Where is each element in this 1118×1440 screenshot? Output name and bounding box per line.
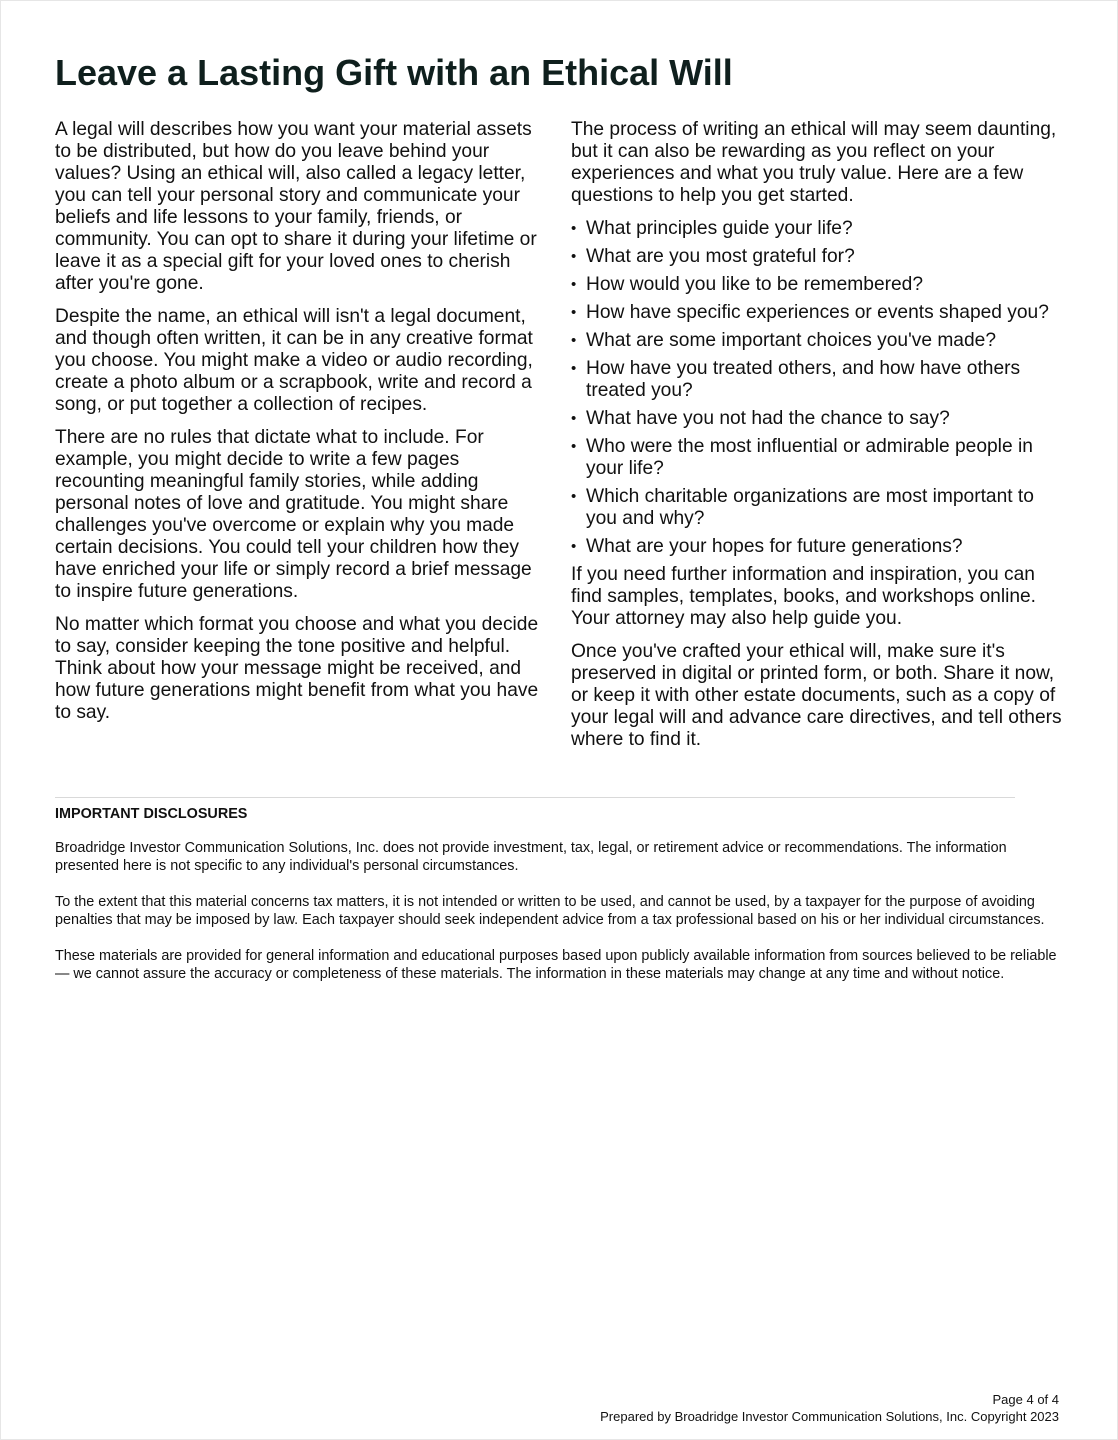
list-item xyxy=(571,486,1065,530)
bullet-icon: • xyxy=(571,438,577,455)
body-paragraph: Once you've crafted your ethical will, make sure it's preserved in digital or printed form, or both. Share it now, or keep it with other estate documents, such as a copy of your legal will and advance care directives, and tell others where to find it. xyxy=(571,641,1062,750)
body-paragraph: No matter which format you choose and what you decide to say, consider keeping the tone positive and helpful. Think about how your message might be received, and how future generations might benefit from what you have to say. xyxy=(55,614,539,723)
question-text: Which charitable organizations are most important to you and why? xyxy=(586,486,1034,529)
page-number: Page 4 of 4 xyxy=(992,1392,1059,1407)
list-item xyxy=(571,536,1065,558)
left-column xyxy=(55,119,549,735)
page-title: Leave a Lasting Gift with an Ethical Will xyxy=(55,52,733,93)
intro-paragraph: The process of writing an ethical will may seem daunting, but it can also be rewarding as you reflect on your experiences and what you truly value. Here are a few questions to help you get started. xyxy=(571,119,1057,206)
question-text: What principles guide your life? xyxy=(586,218,853,239)
bullet-icon: • xyxy=(571,538,577,555)
bullet-icon: • xyxy=(571,488,577,505)
bullet-icon: • xyxy=(571,332,577,349)
list-item xyxy=(571,436,1065,480)
list-item xyxy=(571,408,1065,430)
question-text: What are your hopes for future generations? xyxy=(586,536,963,557)
disclosures-heading: IMPORTANT DISCLOSURES xyxy=(55,806,248,822)
right-column xyxy=(571,119,1065,762)
list-item xyxy=(571,358,1065,402)
bullet-icon: • xyxy=(571,248,577,265)
bullet-icon: • xyxy=(571,304,577,321)
body-paragraph: Despite the name, an ethical will isn't a legal document, and though often written, it can be in any creative format you choose. You might make a video or audio recording, create a photo album or a scrapbook, write and record a song, or put together a collection of recipes. xyxy=(55,306,533,415)
disclosures-section xyxy=(55,805,1065,1001)
copyright-line: Prepared by Broadridge Investor Communication Solutions, Inc. Copyright 2023 xyxy=(600,1409,1059,1424)
body-paragraph: There are no rules that dictate what to include. For example, you might decide to write a few pages recounting meaningful family stories, while adding personal notes of love and gratitude. You might share challenges you've overcome or explain why you made certain decisions. You could tell your children how they have enriched your life or simply record a brief message to inspire future generations. xyxy=(55,427,532,602)
bullet-icon: • xyxy=(571,220,577,237)
question-text: What are you most grateful for? xyxy=(586,246,855,267)
question-text: Who were the most influential or admirable people in your life? xyxy=(586,436,1033,479)
list-item xyxy=(571,330,1065,352)
section-divider xyxy=(55,797,1015,798)
disclosure-paragraph: These materials are provided for general information and educational purposes based upon publicly available information from sources believed to be reliable — we cannot assure the accuracy or completeness of these materials. The information in these materials may change at any time and without notice. xyxy=(55,948,1057,982)
question-list xyxy=(571,218,1065,558)
bullet-icon: • xyxy=(571,360,577,377)
question-text: How have you treated others, and how have others treated you? xyxy=(586,358,1021,401)
list-item xyxy=(571,302,1065,324)
body-paragraph: A legal will describes how you want your material assets to be distributed, but how do you leave behind your values? Using an ethical will, also called a legacy letter, you can tell your personal story and communicate your beliefs and life lessons to your family, friends, or community. You can opt to share it during your lifetime or leave it as a special gift for your loved ones to cherish after you're gone. xyxy=(55,119,537,294)
bullet-icon: • xyxy=(571,410,577,427)
body-paragraph: If you need further information and inspiration, you can find samples, templates, books, and workshops online. Your attorney may also help guide you. xyxy=(571,564,1037,629)
question-text: How have specific experiences or events shaped you? xyxy=(586,302,1049,323)
question-text: What are some important choices you've made? xyxy=(586,330,996,351)
list-item xyxy=(571,218,1065,240)
list-item xyxy=(571,274,1065,296)
question-text: How would you like to be remembered? xyxy=(586,274,924,295)
disclosure-paragraph: Broadridge Investor Communication Solutions, Inc. does not provide investment, tax, legal, or retirement advice or recommendations. The information presented here is not specific to any individual's personal circumstances. xyxy=(55,840,1007,874)
page-footer xyxy=(600,1391,1059,1425)
question-text: What have you not had the chance to say? xyxy=(586,408,950,429)
bullet-icon: • xyxy=(571,276,577,293)
list-item xyxy=(571,246,1065,268)
disclosure-paragraph: To the extent that this material concerns tax matters, it is not intended or written to be used, and cannot be used, by a taxpayer for the purpose of avoiding penalties that may be imposed by law. Each taxpayer should seek independent advice from a tax professional based on his or her individual circumstances. xyxy=(55,894,1045,928)
